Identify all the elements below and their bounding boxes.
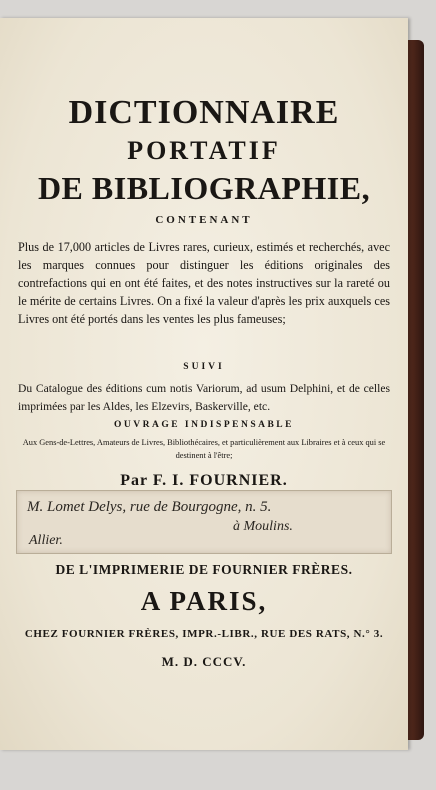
catalogue-paragraph: Du Catalogue des éditions cum notis Variorum, ad usum Delphini, et de celles imprimées par les Aldes, les Elzevirs, Baskerville, etc.: [18, 382, 390, 413]
title-page: [0, 18, 408, 750]
title-line-1: DICTIONNAIRE: [68, 94, 340, 131]
label-line-3: Allier.: [29, 533, 63, 548]
author-line: Par F. I. FOURNIER.: [120, 472, 288, 489]
publisher-line: CHEZ FOURNIER FRÈRES, IMPR.-LIBR., RUE DES RATS, N.° 3.: [24, 628, 384, 640]
imprimerie-line: DE L'IMPRIMERIE DE FOURNIER FRÈRES.: [55, 562, 353, 577]
ouvrage-heading: OUVRAGE INDISPENSABLE: [114, 420, 294, 430]
description-paragraph: Plus de 17,000 articles de Livres rares, curieux, estimés et recherchés, avec les marques connues pour distinguer les éditions originales des contrefactions qui en ont été faites, et des notes instructives sur la rareté ou le mérite de certains Livres. On a fixé la valeur d'après les prix auxquels ces Livres ont été portés dans les ventes les plus fameuses;: [18, 240, 390, 326]
date-line: M. D. CCCV.: [161, 654, 247, 669]
title-line-2: PORTATIF: [127, 136, 281, 165]
audience-paragraph: Aux Gens-de-Lettres, Amateurs de Livres, Bibliothécaires, et particulièrement aux Libraires et à ceux qui se destinent à l'être;: [22, 438, 386, 460]
suivi-heading: SUIVI: [183, 362, 225, 372]
label-line-1: M. Lomet Delys, rue de Bourgogne, n. 5.: [27, 499, 272, 515]
contenant-heading: CONTENANT: [155, 214, 253, 226]
city-line: A PARIS,: [140, 586, 268, 616]
label-line-2: à Moulins.: [233, 519, 293, 534]
title-line-3: DE BIBLIOGRAPHIE,: [37, 170, 371, 206]
pasted-owner-label: [16, 490, 392, 554]
